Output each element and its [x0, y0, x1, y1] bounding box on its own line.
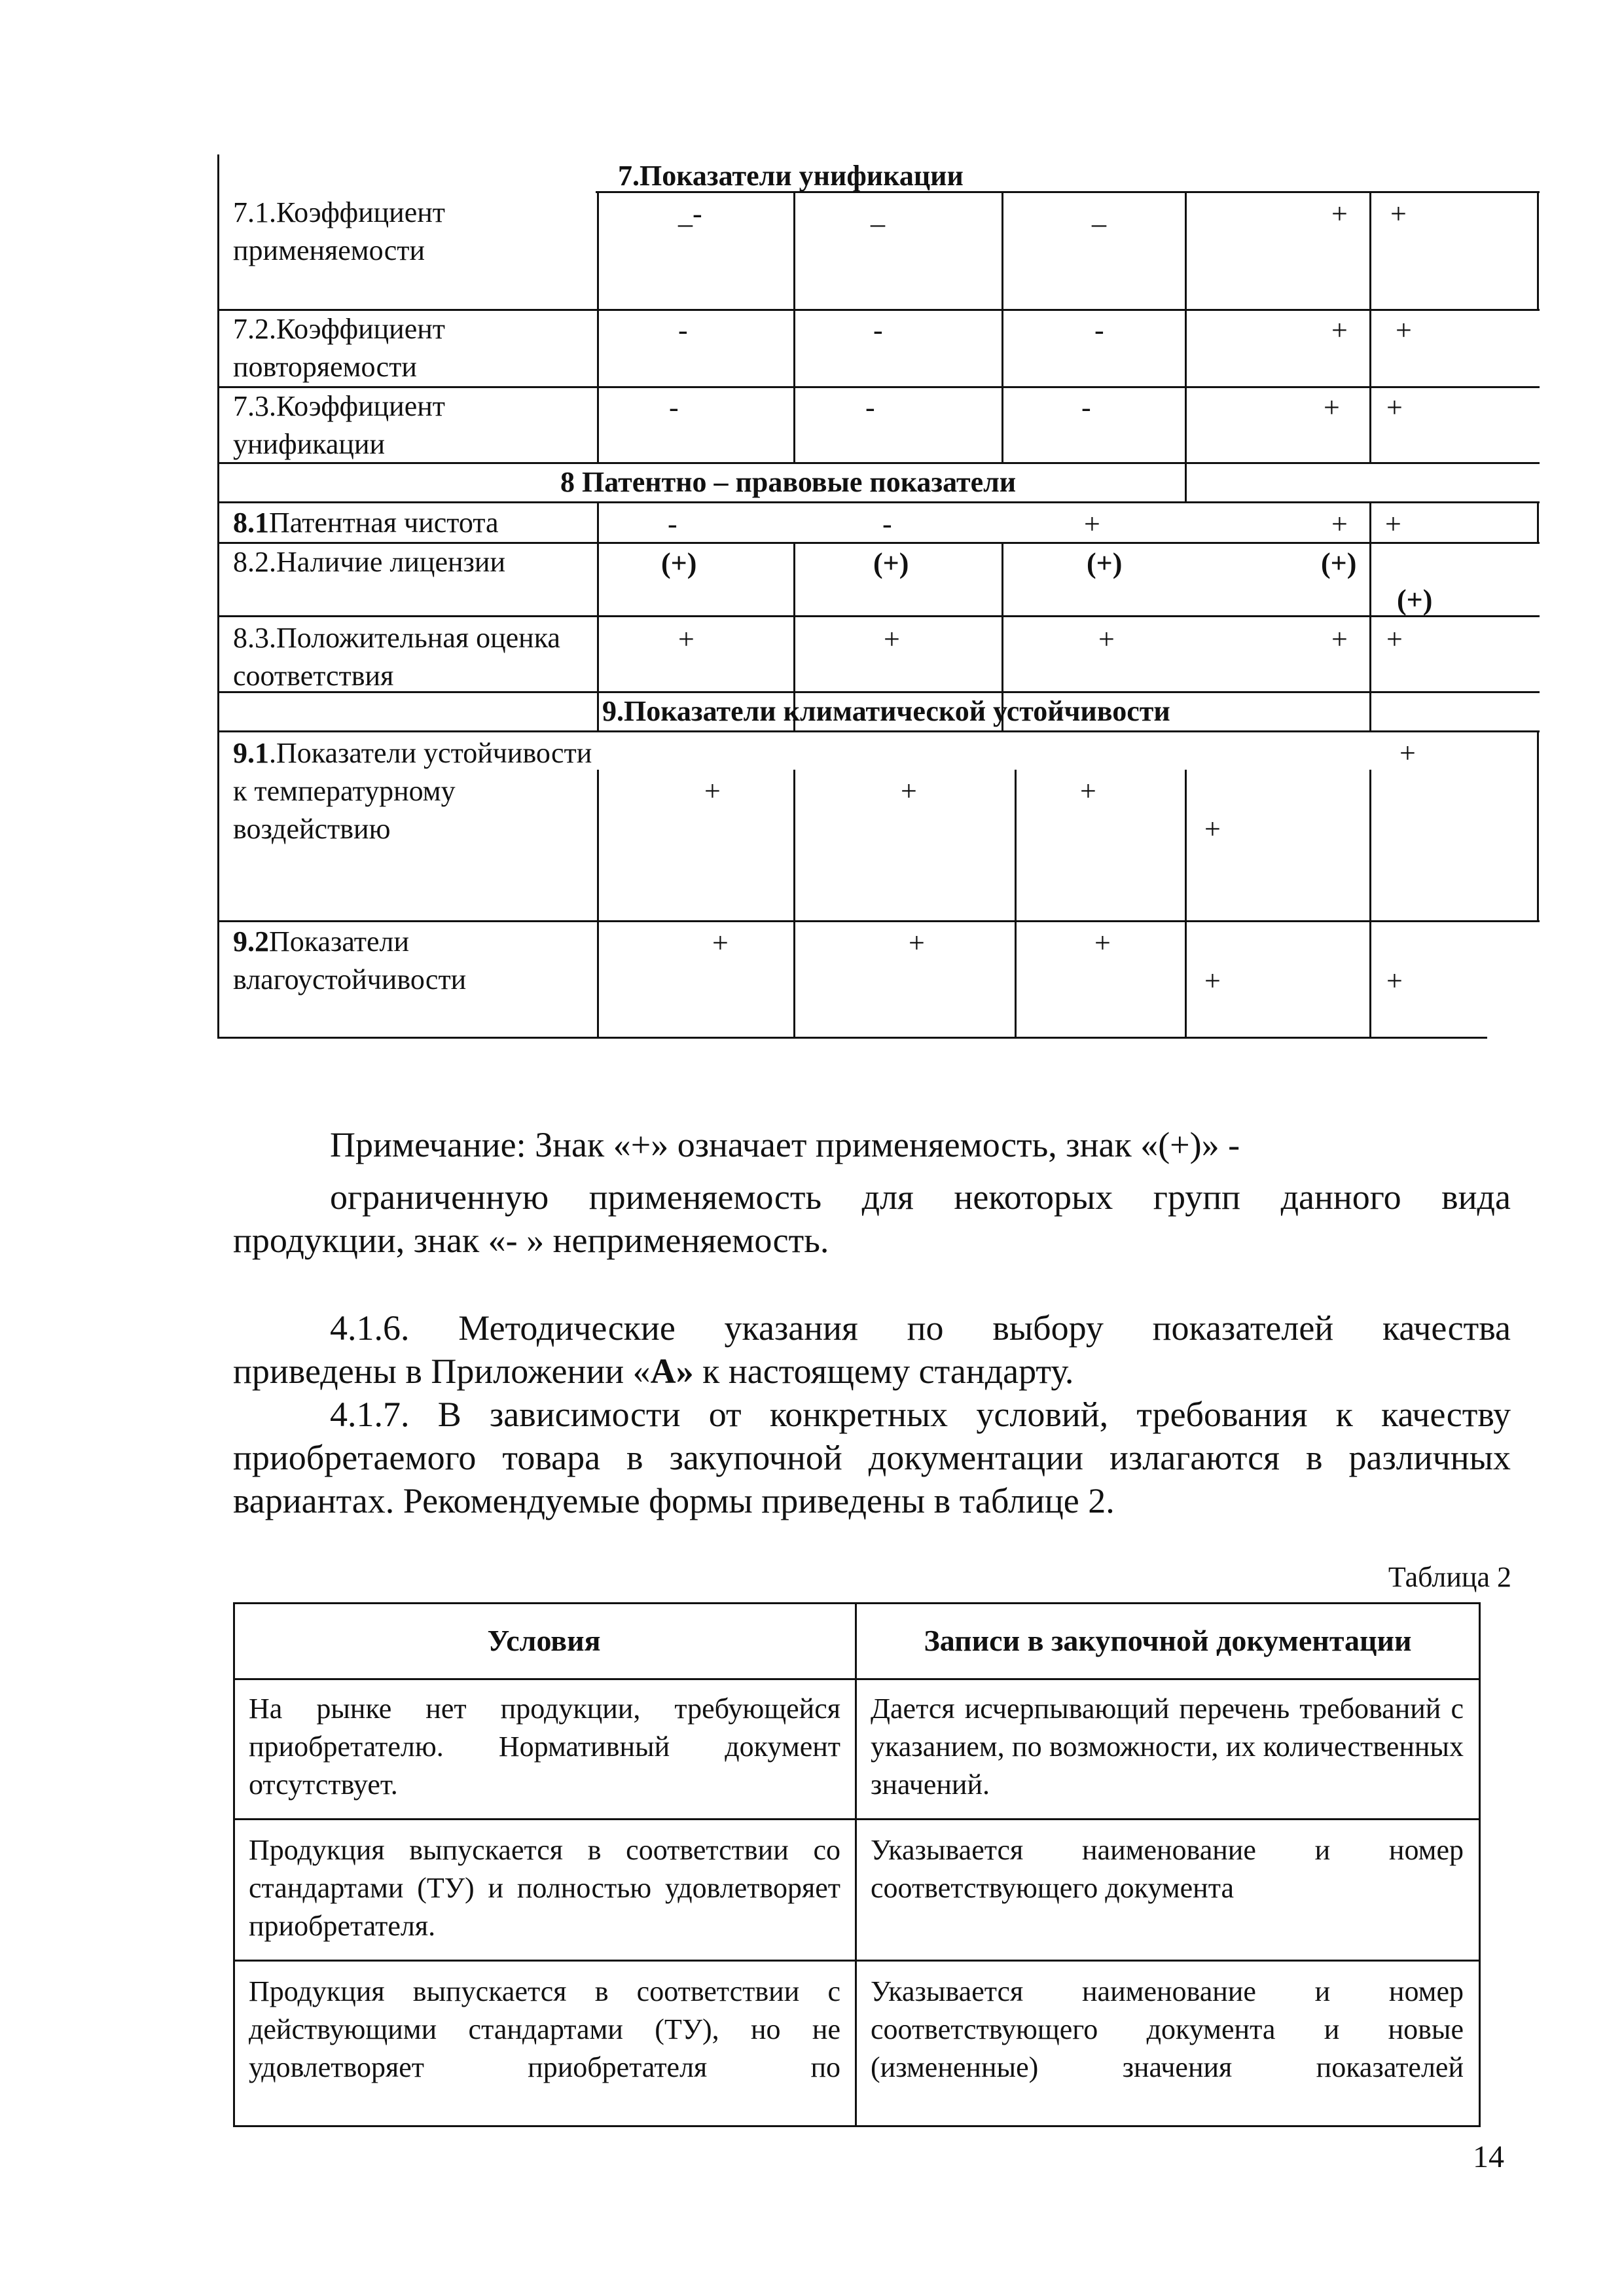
table-rule: [1369, 501, 1371, 731]
table-rule: [233, 1960, 1481, 1962]
table-rule: [1185, 462, 1187, 503]
cell-value: (+): [873, 547, 909, 579]
table-rule: [217, 615, 1540, 617]
row-label-7-1: 7.1.Коэффициент применяемости: [233, 196, 446, 266]
cell-value: _: [871, 198, 885, 230]
note-line-3: продукции, знак «- » неприменяемость.: [233, 1221, 829, 1260]
section-heading-patent: 8 Патентно – правовые показатели: [560, 466, 1017, 498]
conditions-cell: На рынке нет продукции, требующейся приобретателю. Нормативный документ отсутствует.: [249, 1693, 840, 1801]
page-number: 14: [1473, 2140, 1504, 2174]
cell-value: -: [678, 314, 688, 346]
paragraph-4-1-6-line-1: 4.1.6. Методические указания по выбору показателей качества: [330, 1308, 1511, 1348]
cell-value: +: [1324, 391, 1340, 423]
cell-value: +: [884, 623, 900, 655]
conditions-cell: Продукция выпускается в соответствии с действующими стандартами (ТУ), но не удовлетворяет приобретателя по: [249, 1975, 840, 2083]
cell-value: +: [704, 775, 721, 807]
quality-indicators-table: [217, 154, 1540, 1039]
row-label-9-1: [233, 734, 600, 848]
cell-value: -: [1094, 314, 1104, 346]
row-label-8-2: 8.2.Наличие лицензии: [233, 546, 506, 578]
row-label-9-2: [233, 923, 600, 999]
cell-value: +: [1399, 737, 1416, 769]
conditions-cell: Продукция выпускается в соответствии со стандартами (ТУ) и полностью удовлетворяет приобретателя.: [249, 1834, 840, 1942]
row-label-8-3: 8.3.Положительная оценка соответствия: [233, 622, 560, 692]
cell-value: -: [1081, 391, 1091, 423]
cell-value: -: [668, 508, 677, 540]
row-text: Патентная чистота: [269, 507, 499, 539]
cell-value: +: [909, 927, 925, 959]
table-caption: Таблица 2: [1388, 1561, 1511, 1593]
note-line-2: ограниченную применяемость для некоторых групп данного вида: [330, 1177, 1511, 1217]
table-rule: [1185, 770, 1187, 1039]
records-cell: Указывается наименование и номер соответствующего документа и новые (измененные) значения показателей: [871, 1975, 1464, 2083]
text-run: приведены в Приложении «: [233, 1352, 651, 1391]
procurement-requirements-table: [233, 1602, 1481, 2127]
cell-value: +: [1331, 198, 1348, 230]
cell-value: (+): [1087, 547, 1123, 579]
table-rule: [1537, 730, 1539, 922]
cell-value: +: [1094, 927, 1111, 959]
column-header-conditions: Условия: [487, 1624, 601, 1657]
cell-value: +: [1331, 623, 1348, 655]
table-rule: [1479, 1602, 1481, 2127]
paragraph-4-1-7-line-1: 4.1.7. В зависимости от конкретных условий, требования к качеству: [330, 1395, 1511, 1434]
table-rule: [217, 730, 1540, 732]
cell-value: +: [1080, 775, 1096, 807]
table-rule: [233, 1818, 1481, 1820]
paragraph-4-1-6-line-2: [233, 1350, 1074, 1393]
cell-value: (+): [1321, 547, 1357, 579]
table-rule: [1369, 191, 1371, 463]
paragraph-4-1-7-line-3: вариантах. Рекомендуемые формы приведены в таблице 2.: [233, 1481, 1115, 1520]
row-label-7-3: 7.3.Коэффициент унификации: [233, 390, 446, 460]
cell-value: _-: [678, 198, 702, 230]
table-rule: [793, 191, 795, 463]
section-heading-unification: 7.Показатели унификации: [618, 160, 964, 192]
row-number: 9.2: [233, 925, 269, 958]
table-rule: [1537, 191, 1539, 309]
cell-value: -: [669, 391, 679, 423]
row-text: .Показатели устойчивости к температурному воздействию: [233, 737, 592, 845]
column-header-records: Записи в закупочной документации: [924, 1624, 1412, 1657]
cell-value: -: [865, 391, 875, 423]
cell-value: +: [1390, 198, 1407, 230]
table-rule: [233, 2125, 1481, 2127]
records-cell: Указывается наименование и номер соответствующего документа: [871, 1834, 1464, 1904]
table-rule: [793, 770, 795, 1039]
table-rule: [217, 920, 1540, 922]
cell-value: +: [1396, 314, 1412, 346]
table-rule: [1537, 501, 1539, 542]
appendix-ref: А»: [650, 1352, 694, 1391]
cell-value: -: [873, 314, 883, 346]
table-rule: [217, 501, 1540, 503]
table-rule: [1369, 770, 1371, 1039]
table-rule: [233, 1602, 235, 2127]
cell-value: +: [678, 623, 695, 655]
cell-value: +: [1385, 508, 1401, 540]
cell-value: +: [1331, 508, 1348, 540]
cell-value: +: [1331, 314, 1348, 346]
table-rule: [1015, 770, 1017, 1039]
cell-value: (+): [1397, 584, 1433, 616]
table-rule: [217, 1037, 1487, 1039]
paragraph-4-1-7-line-2: приобретаемого товара в закупочной документации излагаются в различных: [233, 1438, 1511, 1477]
cell-value: +: [1386, 391, 1403, 423]
table-rule: [233, 1678, 1481, 1680]
cell-value: _: [1092, 198, 1106, 230]
cell-value: (+): [661, 547, 697, 579]
cell-value: +: [1098, 623, 1115, 655]
table-rule: [855, 1602, 857, 2127]
row-text: Показатели влагоустойчивости: [233, 925, 467, 996]
cell-value: +: [1386, 623, 1403, 655]
row-label-8-1: [233, 504, 600, 542]
records-cell: Дается исчерпывающий перечень требований с указанием, по возможности, их количественных значений.: [871, 1693, 1464, 1801]
table-rule: [1185, 191, 1187, 463]
table-rule: [217, 154, 219, 1039]
cell-value: +: [1386, 965, 1403, 997]
row-number: 9.1: [233, 737, 269, 769]
cell-value: +: [712, 927, 729, 959]
cell-value: +: [1084, 508, 1100, 540]
table-rule: [233, 1602, 1481, 1604]
cell-value: -: [882, 508, 892, 540]
row-number: 8.1: [233, 507, 269, 539]
section-heading-climatic: 9.Показатели климатической устойчивости: [602, 695, 1170, 727]
table-rule: [1001, 191, 1003, 463]
row-label-7-2: 7.2.Коэффициент повторяемости: [233, 313, 446, 383]
cell-value: +: [1204, 813, 1221, 845]
cell-value: +: [901, 775, 917, 807]
note-line-1: Примечание: Знак «+» означает применяемость, знак «(+)» -: [330, 1125, 1240, 1164]
text-run: к настоящему стандарту.: [693, 1352, 1074, 1391]
cell-value: +: [1204, 965, 1221, 997]
